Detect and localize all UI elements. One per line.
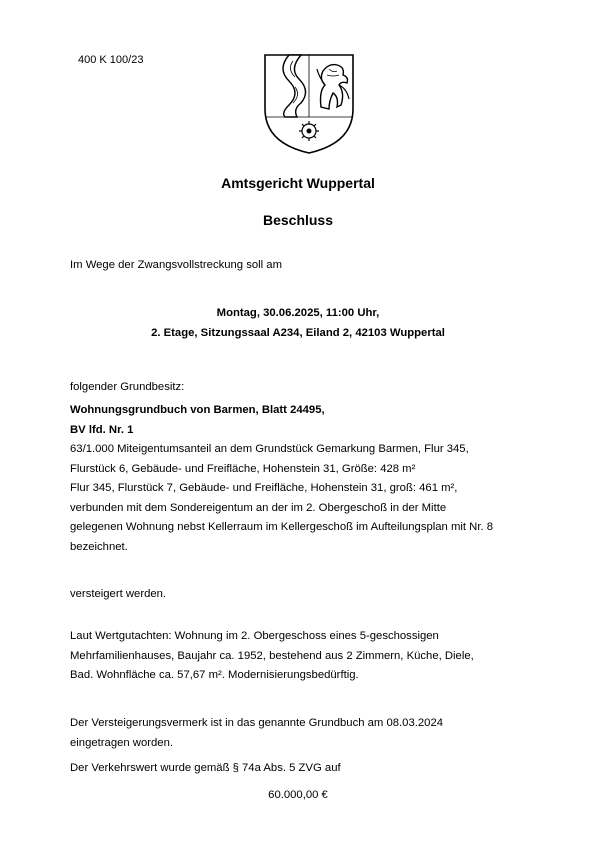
property-line: bezeichnet.: [70, 540, 128, 553]
register-line: Wohnungsgrundbuch von Barmen, Blatt 24495,: [70, 404, 325, 416]
intro-text: Im Wege der Zwangsvollstreckung soll am: [70, 259, 283, 271]
appraisal-line: Laut Wertgutachten: Wohnung im 2. Obergeschoss eines 5-geschossigen: [70, 630, 439, 642]
auction-statement: versteigert werden.: [70, 588, 167, 600]
file-number: 400 K 100/23: [78, 54, 144, 66]
bv-line: BV lfd. Nr. 1: [70, 423, 134, 436]
property-line: Flurstück 6, Gebäude- und Freifläche, Hohenstein 31, Größe: 428 m²: [70, 462, 416, 475]
property-description: [70, 401, 493, 557]
appraisal-text: [70, 627, 474, 686]
registration-text: [70, 714, 443, 753]
registration-line: eingetragen worden.: [70, 736, 174, 749]
property-line: Flur 345, Flurstück 7, Gebäude- und Freifläche, Hohenstein 31, groß: 461 m²,: [70, 482, 458, 494]
market-value-amount: 60.000,00 €: [268, 789, 328, 801]
coat-of-arms-icon: [259, 47, 359, 157]
market-value-text: Der Verkehrswert wurde gemäß § 74a Abs. 5 ZVG auf: [70, 762, 341, 774]
registration-line: Der Versteigerungsvermerk ist in das genannte Grundbuch am 08.03.2024: [70, 717, 444, 729]
auction-date: Montag, 30.06.2025, 11:00 Uhr,: [216, 307, 380, 319]
auction-location: 2. Etage, Sitzungssaal A234, Eiland 2, 42103 Wuppertal: [151, 327, 445, 339]
appraisal-line: Bad. Wohnfläche ca. 57,67 m². Modernisierungsbedürftig.: [70, 669, 359, 681]
property-line: verbunden mit dem Sondereigentum an der im 2. Obergeschoß in der Mitte: [70, 501, 447, 514]
appraisal-line: Mehrfamilienhauses, Baujahr ca. 1952, bestehend aus 2 Zimmern, Küche, Diele,: [70, 649, 474, 662]
court-name: Amtsgericht Wuppertal: [221, 175, 375, 191]
property-line: 63/1.000 Miteigentumsanteil an dem Grundstück Gemarkung Barmen, Flur 345,: [70, 443, 469, 455]
property-intro: folgender Grundbesitz:: [70, 381, 185, 393]
property-line: gelegenen Wohnung nebst Kellerraum im Kellergeschoß im Aufteilungsplan mit Nr. 8: [70, 521, 494, 533]
document-title: Beschluss: [262, 212, 334, 228]
